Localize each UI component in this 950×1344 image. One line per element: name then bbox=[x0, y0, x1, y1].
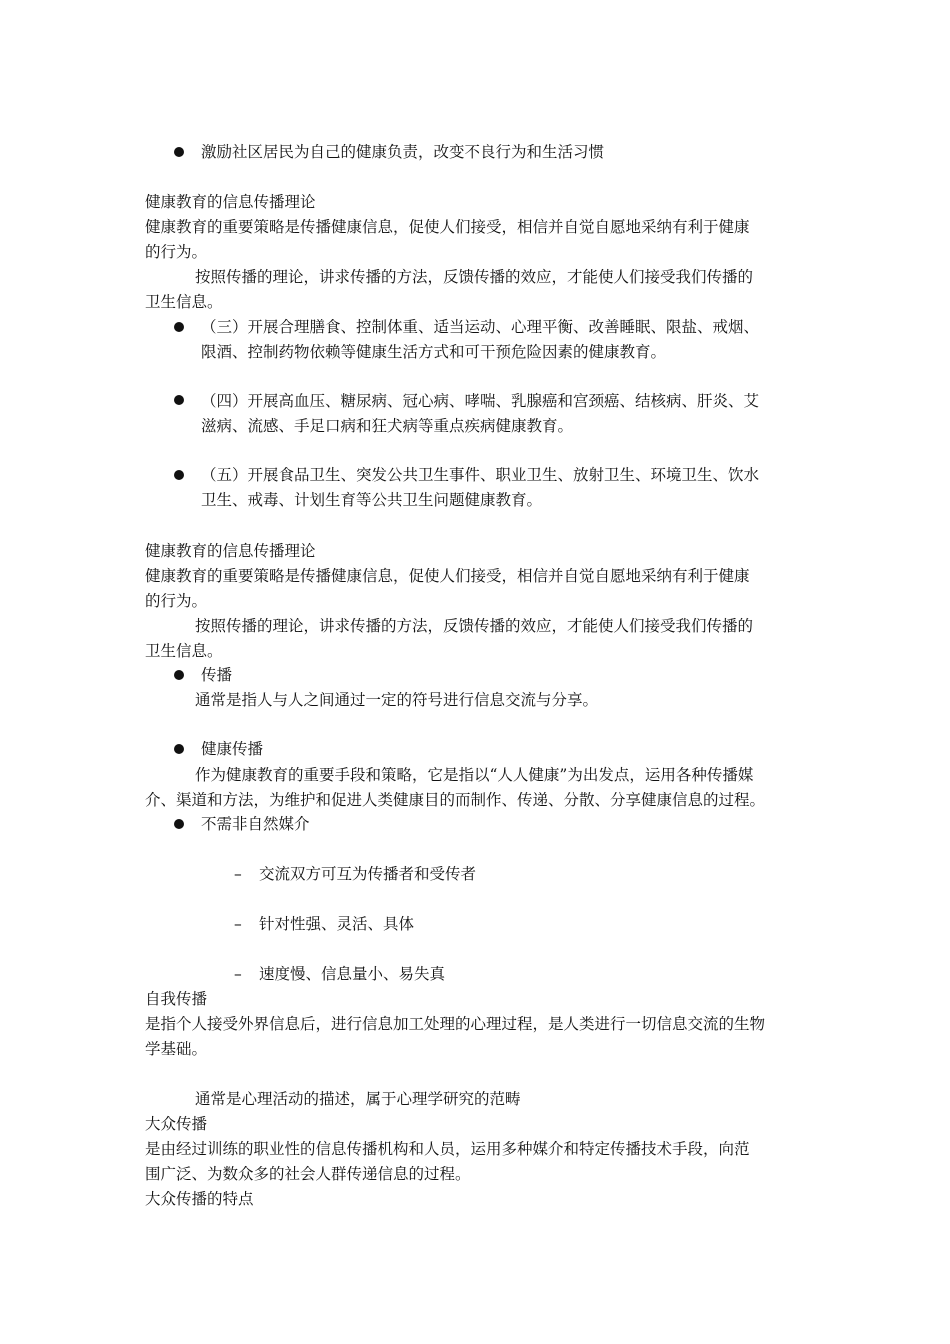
definition-text: 学基础。 bbox=[145, 1040, 208, 1058]
bullet-icon bbox=[174, 744, 184, 754]
definition-text: 通常是指人与人之间通过一定的符号进行信息交流与分享。 bbox=[195, 691, 599, 709]
definition-text: 介、渠道和方法，为维护和促进人类健康目的而制作、传递、分散、分享健康信息的过程。 bbox=[145, 791, 766, 809]
bullet-text: 激励社区居民为自己的健康负责，改变不良行为和生活习惯 bbox=[201, 143, 605, 161]
dash-marker: – bbox=[234, 915, 242, 933]
definition-text: 围广泛、为数众多的社会人群传递信息的过程。 bbox=[145, 1165, 471, 1183]
bullet-text: （五）开展食品卫生、突发公共卫生事件、职业卫生、放射卫生、环境卫生、饮水 bbox=[201, 466, 760, 484]
bullet-text: （四）开展高血压、糖尿病、冠心病、哮喘、乳腺癌和宫颈癌、结核病、肝炎、艾 bbox=[201, 392, 760, 410]
list-item: 速度慢、信息量小、易失真 bbox=[259, 965, 446, 983]
paragraph-line: 的行为。 bbox=[145, 592, 208, 610]
note-text: 通常是心理活动的描述，属于心理学研究的范畴 bbox=[195, 1090, 521, 1108]
dash-marker: – bbox=[234, 965, 242, 983]
definition-text: 是由经过训练的职业性的信息传播机构和人员，运用多种媒介和特定传播技术手段，向范 bbox=[145, 1140, 750, 1158]
bullet-text: 卫生、戒毒、计划生育等公共卫生问题健康教育。 bbox=[201, 491, 543, 509]
bullet-icon bbox=[174, 670, 184, 680]
bullet-text: 滋病、流感、手足口病和狂犬病等重点疾病健康教育。 bbox=[201, 417, 574, 435]
dash-marker: – bbox=[234, 865, 242, 883]
paragraph-line: 健康教育的重要策略是传播健康信息，促使人们接受，相信并自觉自愿地采纳有利于健康 bbox=[145, 567, 750, 585]
definition-text: 是指个人接受外界信息后，进行信息加工处理的心理过程，是人类进行一切信息交流的生物 bbox=[145, 1015, 766, 1033]
section-heading: 健康教育的信息传播理论 bbox=[145, 193, 316, 211]
list-item: 交流双方可互为传播者和受传者 bbox=[259, 865, 477, 883]
term-label: 健康传播 bbox=[201, 740, 264, 758]
bullet-icon bbox=[174, 470, 184, 480]
section-heading: 健康教育的信息传播理论 bbox=[145, 542, 316, 560]
paragraph-line: 的行为。 bbox=[145, 243, 208, 261]
paragraph-line: 按照传播的理论，讲求传播的方法，反馈传播的效应，才能使人们接受我们传播的 bbox=[195, 617, 754, 635]
list-item: 针对性强、灵活、具体 bbox=[259, 915, 415, 933]
term-label: 不需非自然媒介 bbox=[201, 815, 310, 833]
definition-text: 作为健康教育的重要手段和策略，它是指以“人人健康”为出发点，运用各种传播媒 bbox=[195, 766, 754, 784]
term-label: 传播 bbox=[201, 666, 233, 684]
paragraph-line: 健康教育的重要策略是传播健康信息，促使人们接受，相信并自觉自愿地采纳有利于健康 bbox=[145, 218, 750, 236]
paragraph-line: 按照传播的理论，讲求传播的方法，反馈传播的效应，才能使人们接受我们传播的 bbox=[195, 268, 754, 286]
paragraph-line: 卫生信息。 bbox=[145, 642, 223, 660]
bullet-icon bbox=[174, 322, 184, 332]
bullet-text: （三）开展合理膳食、控制体重、适当运动、心理平衡、改善睡眠、限盐、戒烟、 bbox=[201, 318, 760, 336]
section-heading: 自我传播 bbox=[145, 990, 208, 1008]
bullet-icon bbox=[174, 395, 184, 405]
bullet-icon bbox=[174, 147, 184, 157]
bullet-text: 限酒、控制药物依赖等健康生活方式和可干预危险因素的健康教育。 bbox=[201, 343, 667, 361]
bullet-icon bbox=[174, 819, 184, 829]
section-heading: 大众传播 bbox=[145, 1115, 208, 1133]
paragraph-line: 卫生信息。 bbox=[145, 293, 223, 311]
section-heading: 大众传播的特点 bbox=[145, 1190, 254, 1208]
